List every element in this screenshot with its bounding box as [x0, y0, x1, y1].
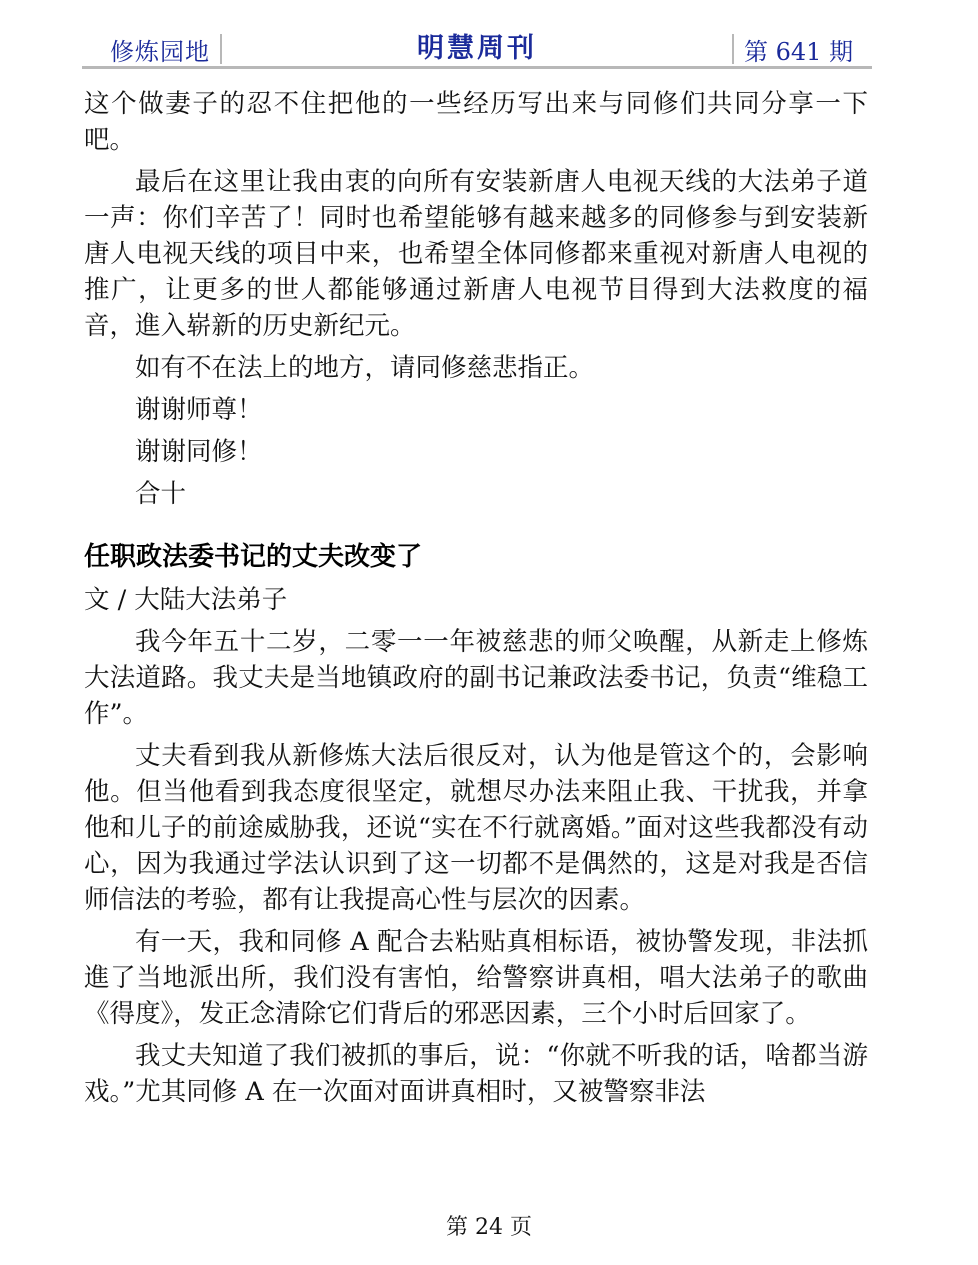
article-title: 任职政法委书记的丈夫改变了: [84, 542, 423, 572]
article-paragraph: 我今年五十二岁，二零一一年被慈悲的师父唤醒，从新走上修炼大法道路。我丈夫是当地镇政府的副书记兼政法委书记，负责“维稳工作”。: [84, 627, 868, 729]
prev-article-paragraph: 谢谢同修！: [135, 437, 263, 467]
page-number: 第 24 页: [446, 1215, 532, 1240]
article-paragraph: 我丈夫知道了我们被抓的事后，说：“你就不听我的话，啥都当游戏。”尤其同修 A 在一次面对面讲真相时，又被警察非法: [84, 1041, 868, 1107]
prev-article-paragraph: 谢谢师尊！: [135, 395, 263, 425]
article-byline: 文 / 大陆大法弟子: [84, 585, 288, 615]
issue-number: 第 641 期: [744, 38, 854, 66]
article-paragraph: 有一天，我和同修 A 配合去粘贴真相标语，被协警发现，非法抓進了当地派出所，我们没有害怕，给警察讲真相，唱大法弟子的歌曲《得度》，发正念清除它们背后的邪恶因素，三个小时后回家了。: [84, 927, 868, 1029]
header-divider-right: [732, 34, 734, 64]
page-header: [82, 24, 872, 68]
article-paragraph: 丈夫看到我从新修炼大法后很反对，认为他是管这个的，会影响他。但当他看到我态度很坚定，就想尽办法来阻止我、干扰我，并拿他和儿子的前途威胁我，还说“实在不行就离婚。”面对这些我都没有动心，因为我通过学法认识到了这一切都不是偶然的，这是对我是否信师信法的考验，都有让我提高心性与层次的因素。: [84, 741, 868, 915]
section-name: 修炼园地: [110, 38, 210, 66]
page-content: [84, 86, 868, 1116]
prev-article-closing: 合十: [135, 479, 187, 509]
prev-article-paragraph: 这个做妻子的忍不住把他的一些经历写出来与同修们共同分享一下吧。: [84, 89, 868, 155]
publication-title: 明慧周刊: [417, 33, 537, 64]
prev-article-paragraph: 最后在这里让我由衷的向所有安装新唐人电视天线的大法弟子道一声：你们辛苦了！同时也希望能够有越来越多的同修参与到安装新唐人电视天线的项目中来，也希望全体同修都来重视对新唐人电视的推广，让更多的世人都能够通过新唐人电视节目得到大法救度的福音，進入崭新的历史新纪元。: [84, 167, 868, 341]
prev-article-paragraph: 如有不在法上的地方，请同修慈悲指正。: [135, 353, 595, 383]
header-rule: [82, 66, 872, 69]
